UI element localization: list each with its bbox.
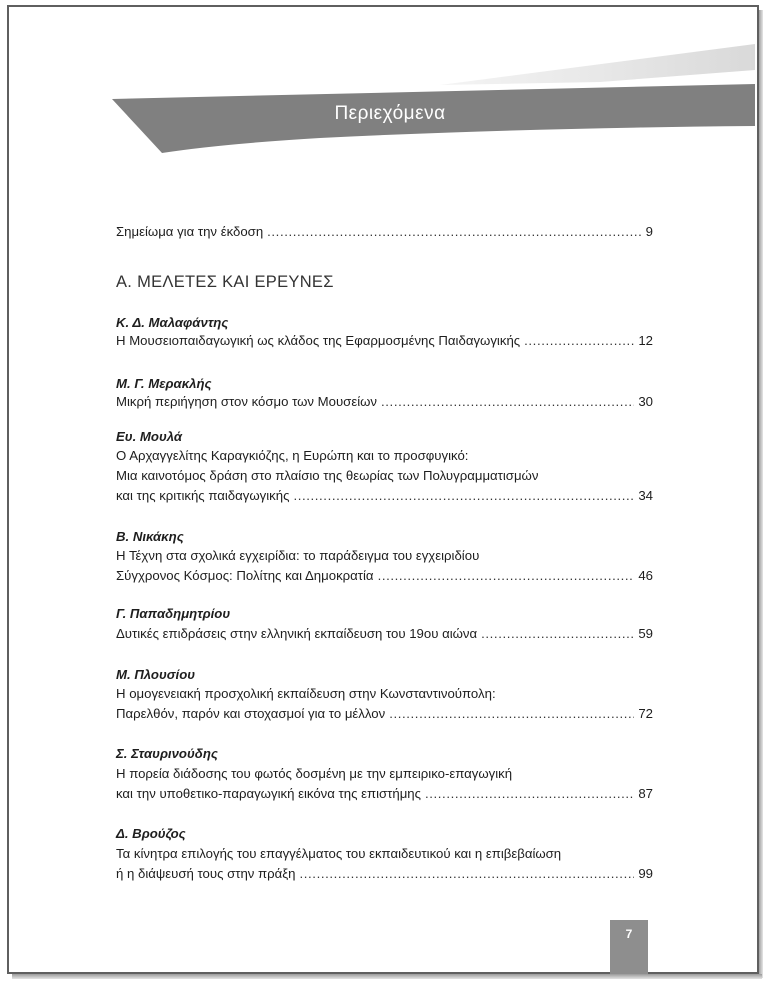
entry-title-line: Μια καινοτόμος δράση στο πλαίσιο της θεωρίας των Πολυγραμματισμών	[116, 468, 539, 483]
entry-title: Σημείωμα για την έκδοση	[116, 224, 264, 239]
dot-leader	[381, 394, 634, 410]
entry-title: Η Μουσειοπαιδαγωγική ως κλάδος της Εφαρμοσμένης Παιδαγωγικής	[116, 333, 521, 348]
toc-entry[interactable]	[116, 786, 653, 802]
entry-author: Μ. Γ. Μερακλής	[116, 376, 212, 391]
entry-page-number: 34	[638, 488, 653, 503]
entry-title-line: Τα κίνητρα επιλογής του επαγγέλματος του εκπαιδευτικού και η επιβεβαίωση	[116, 846, 562, 861]
dot-leader	[378, 568, 635, 584]
entry-title: και της κριτικής παιδαγωγικής	[116, 488, 290, 503]
entry-author: Σ. Σταυρινούδης	[116, 746, 218, 761]
toc-entry[interactable]	[116, 626, 653, 642]
entry-page-number: 9	[645, 224, 653, 239]
dot-leader	[425, 786, 634, 802]
entry-author: Ευ. Μουλά	[116, 429, 183, 444]
entry-author: Κ. Δ. Μαλαφάντης	[116, 315, 229, 330]
toc-entry-intro[interactable]	[116, 224, 653, 240]
entry-page-number: 30	[638, 394, 653, 409]
toc-entry[interactable]	[116, 866, 653, 882]
entry-title: Παρελθόν, παρόν και στοχασμοί για το μέλλον	[116, 706, 386, 721]
entry-author: Β. Νικάκης	[116, 529, 184, 544]
dot-leader	[524, 333, 634, 349]
toc-entry[interactable]	[116, 488, 653, 504]
toc-entry[interactable]	[116, 568, 653, 584]
entry-title-line: Ο Αρχαγγελίτης Καραγκιόζης, η Ευρώπη και το προσφυγικό:	[116, 448, 469, 463]
toc-entry[interactable]	[116, 333, 653, 349]
toc-entry[interactable]	[116, 394, 653, 410]
dot-leader	[267, 224, 642, 240]
entry-author: Δ. Βρούζος	[116, 826, 186, 841]
entry-page-number: 72	[638, 706, 653, 721]
section-heading: Α. ΜΕΛΕΤΕΣ ΚΑΙ ΕΡΕΥΝΕΣ	[116, 273, 334, 291]
dot-leader	[389, 706, 634, 722]
entry-page-number: 59	[638, 626, 653, 641]
entry-page-number: 46	[638, 568, 653, 583]
entry-title: Σύγχρονος Κόσμος: Πολίτης και Δημοκρατία	[116, 568, 374, 583]
page-shadow-bottom	[12, 974, 762, 979]
entry-title-line: Η Τέχνη στα σχολικά εγχειρίδια: το παράδειγμα του εγχειριδίου	[116, 548, 480, 563]
entry-author: Γ. Παπαδημητρίου	[116, 606, 231, 621]
dot-leader	[481, 626, 634, 642]
page-number-box	[610, 920, 648, 974]
page-title: Περιεχόμενα	[334, 103, 446, 124]
entry-title: Μικρή περιήγηση στον κόσμο των Μουσείων	[116, 394, 378, 409]
entry-page-number: 99	[638, 866, 653, 881]
entry-page-number: 12	[638, 333, 653, 348]
banner-light-band	[440, 44, 755, 85]
title-banner	[0, 0, 768, 180]
toc-entry[interactable]	[116, 706, 653, 722]
dot-leader	[300, 866, 635, 882]
entry-title: και την υποθετικο-παραγωγική εικόνα της επιστήμης	[116, 786, 421, 801]
footer-page-number: 7	[625, 927, 633, 941]
entry-page-number: 87	[638, 786, 653, 801]
entry-author: Μ. Πλουσίου	[116, 667, 196, 682]
entry-title: ή η διάψευσή τους στην πράξη	[116, 866, 296, 881]
entry-title: Δυτικές επιδράσεις στην ελληνική εκπαίδευση του 19ου αιώνα	[116, 626, 478, 641]
entry-title-line: Η ομογενειακή προσχολική εκπαίδευση στην Κωνσταντινούπολη:	[116, 686, 496, 701]
entry-title-line: Η πορεία διάδοσης του φωτός δοσμένη με την εμπειρικο-επαγωγική	[116, 766, 513, 781]
dot-leader	[293, 488, 634, 504]
